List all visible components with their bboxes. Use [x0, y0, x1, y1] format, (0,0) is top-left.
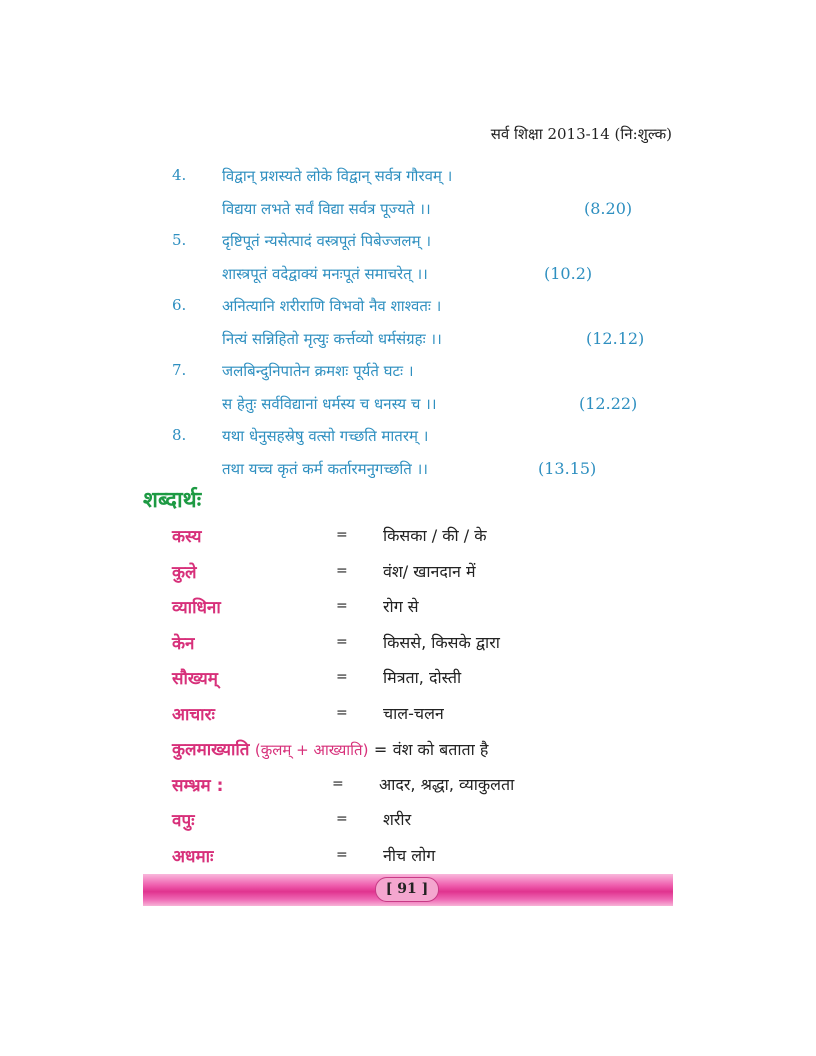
verse-text: नित्यं सन्निहितो मृत्युः कर्त्तव्यो धर्मसंग्रहः ।।: [222, 329, 442, 348]
glossary-row: [172, 554, 652, 590]
glossary-row: [172, 518, 652, 554]
equals-sign: =: [373, 740, 388, 759]
page-number: [ 91 ]: [375, 877, 439, 902]
verse-line: [172, 355, 672, 388]
glossary-meaning: आदर, श्रद्धा, व्याकुलता: [379, 774, 515, 794]
glossary-word: सौख्यम्: [172, 669, 218, 689]
equals-sign: =: [336, 704, 348, 721]
glossary-meaning: नीच लोग: [383, 845, 436, 865]
verse-text: स हेतुः सर्वविद्यानां धर्मस्य च धनस्य च ।।: [222, 394, 437, 413]
glossary-meaning: वंश/ खानदान में: [383, 561, 476, 581]
equals-sign: =: [336, 633, 348, 650]
verse-text: जलबिन्दुनिपातेन क्रमशः पूर्यते घटः ।: [222, 362, 414, 380]
glossary-word: वपुः: [172, 811, 195, 831]
verse-reference: (13.15): [538, 458, 597, 478]
glossary-word-parts: (कुलम् + आख्याति): [254, 741, 369, 759]
verse-line: [172, 453, 672, 486]
verse-text: अनित्यानि शरीराणि विभवो नैव शाश्वतः ।: [222, 297, 442, 315]
glossary-row: [172, 731, 652, 767]
verse-number: 4.: [172, 166, 187, 184]
glossary-row: [172, 767, 652, 803]
glossary-meaning: वंश को बताता है: [392, 740, 489, 759]
glossary-word: अधमाः: [172, 846, 214, 867]
verse-line: [172, 193, 672, 226]
verse-text: यथा धेनुसहस्रेषु वत्सो गच्छति मातरम् ।: [222, 427, 429, 445]
footer-band: [143, 874, 673, 906]
glossary-meaning: किसका / की / के: [383, 526, 487, 545]
equals-sign: =: [336, 527, 348, 543]
glossary-meaning: रोग से: [383, 597, 419, 616]
verse-line: [172, 323, 672, 356]
glossary-meaning: चाल-चलन: [383, 703, 444, 723]
glossary-meaning: किससे, किसके द्वारा: [383, 632, 500, 652]
equals-sign: =: [332, 775, 344, 792]
glossary-word: आचारः: [172, 704, 215, 725]
equals-sign: =: [336, 598, 348, 614]
verse-number: 8.: [172, 426, 187, 444]
equals-sign: =: [336, 846, 348, 863]
verse-line: [172, 420, 672, 453]
verse-text: विद्यया लभते सर्वं विद्या सर्वत्र पूज्यते ।।: [222, 199, 431, 218]
page-header: सर्व शिक्षा 2013-14 (नि:शुल्क): [490, 125, 672, 143]
verse-line: [172, 388, 672, 421]
glossary-row: [172, 589, 652, 625]
verse-text: शास्त्रपूतं वदेद्वाक्यं मनःपूतं समाचरेत् ।।: [222, 264, 428, 283]
glossary-meaning: मित्रता, दोस्ती: [383, 668, 462, 687]
glossary-meaning: शरीर: [383, 810, 412, 829]
verse-text: तथा यच्च कृतं कर्म कर्तारमनुगच्छति ।।: [222, 459, 428, 478]
glossary-row: [172, 696, 652, 732]
glossary-heading: शब्दार्थः: [143, 488, 202, 513]
verse-list: [172, 160, 672, 485]
verse-number: 7.: [172, 361, 187, 379]
glossary-word: कस्य: [172, 527, 202, 547]
glossary-word: व्याधिना: [172, 598, 221, 618]
verse-line: [172, 258, 672, 291]
verse-text: विद्वान् प्रशस्यते लोके विद्वान् सर्वत्र गौरवम् ।: [222, 167, 453, 185]
glossary-word: कुलमाख्याति: [172, 740, 250, 760]
verse-line: [172, 160, 672, 193]
verse-line: [172, 290, 672, 323]
glossary-word: कुले: [172, 562, 197, 583]
glossary-list: [172, 518, 652, 873]
verse-text: दृष्टिपूतं न्यसेत्पादं वस्त्रपूतं पिबेज्जलम् ।: [222, 232, 432, 250]
glossary-word: सम्भ्रम :: [172, 775, 224, 796]
verse-reference: (10.2): [544, 263, 593, 283]
equals-sign: =: [336, 811, 348, 827]
glossary-row: [172, 625, 652, 661]
verse-number: 6.: [172, 296, 187, 314]
glossary-word: केन: [172, 633, 195, 654]
equals-sign: =: [336, 562, 348, 579]
verse-number: 5.: [172, 231, 187, 249]
verse-reference: (12.22): [579, 393, 638, 413]
verse-line: [172, 225, 672, 258]
verse-reference: (12.12): [586, 328, 645, 348]
glossary-row: [172, 660, 652, 696]
glossary-combined-entry: [172, 737, 488, 760]
glossary-row: [172, 802, 652, 838]
verse-reference: (8.20): [584, 198, 633, 218]
equals-sign: =: [336, 669, 348, 685]
glossary-row: [172, 838, 652, 874]
